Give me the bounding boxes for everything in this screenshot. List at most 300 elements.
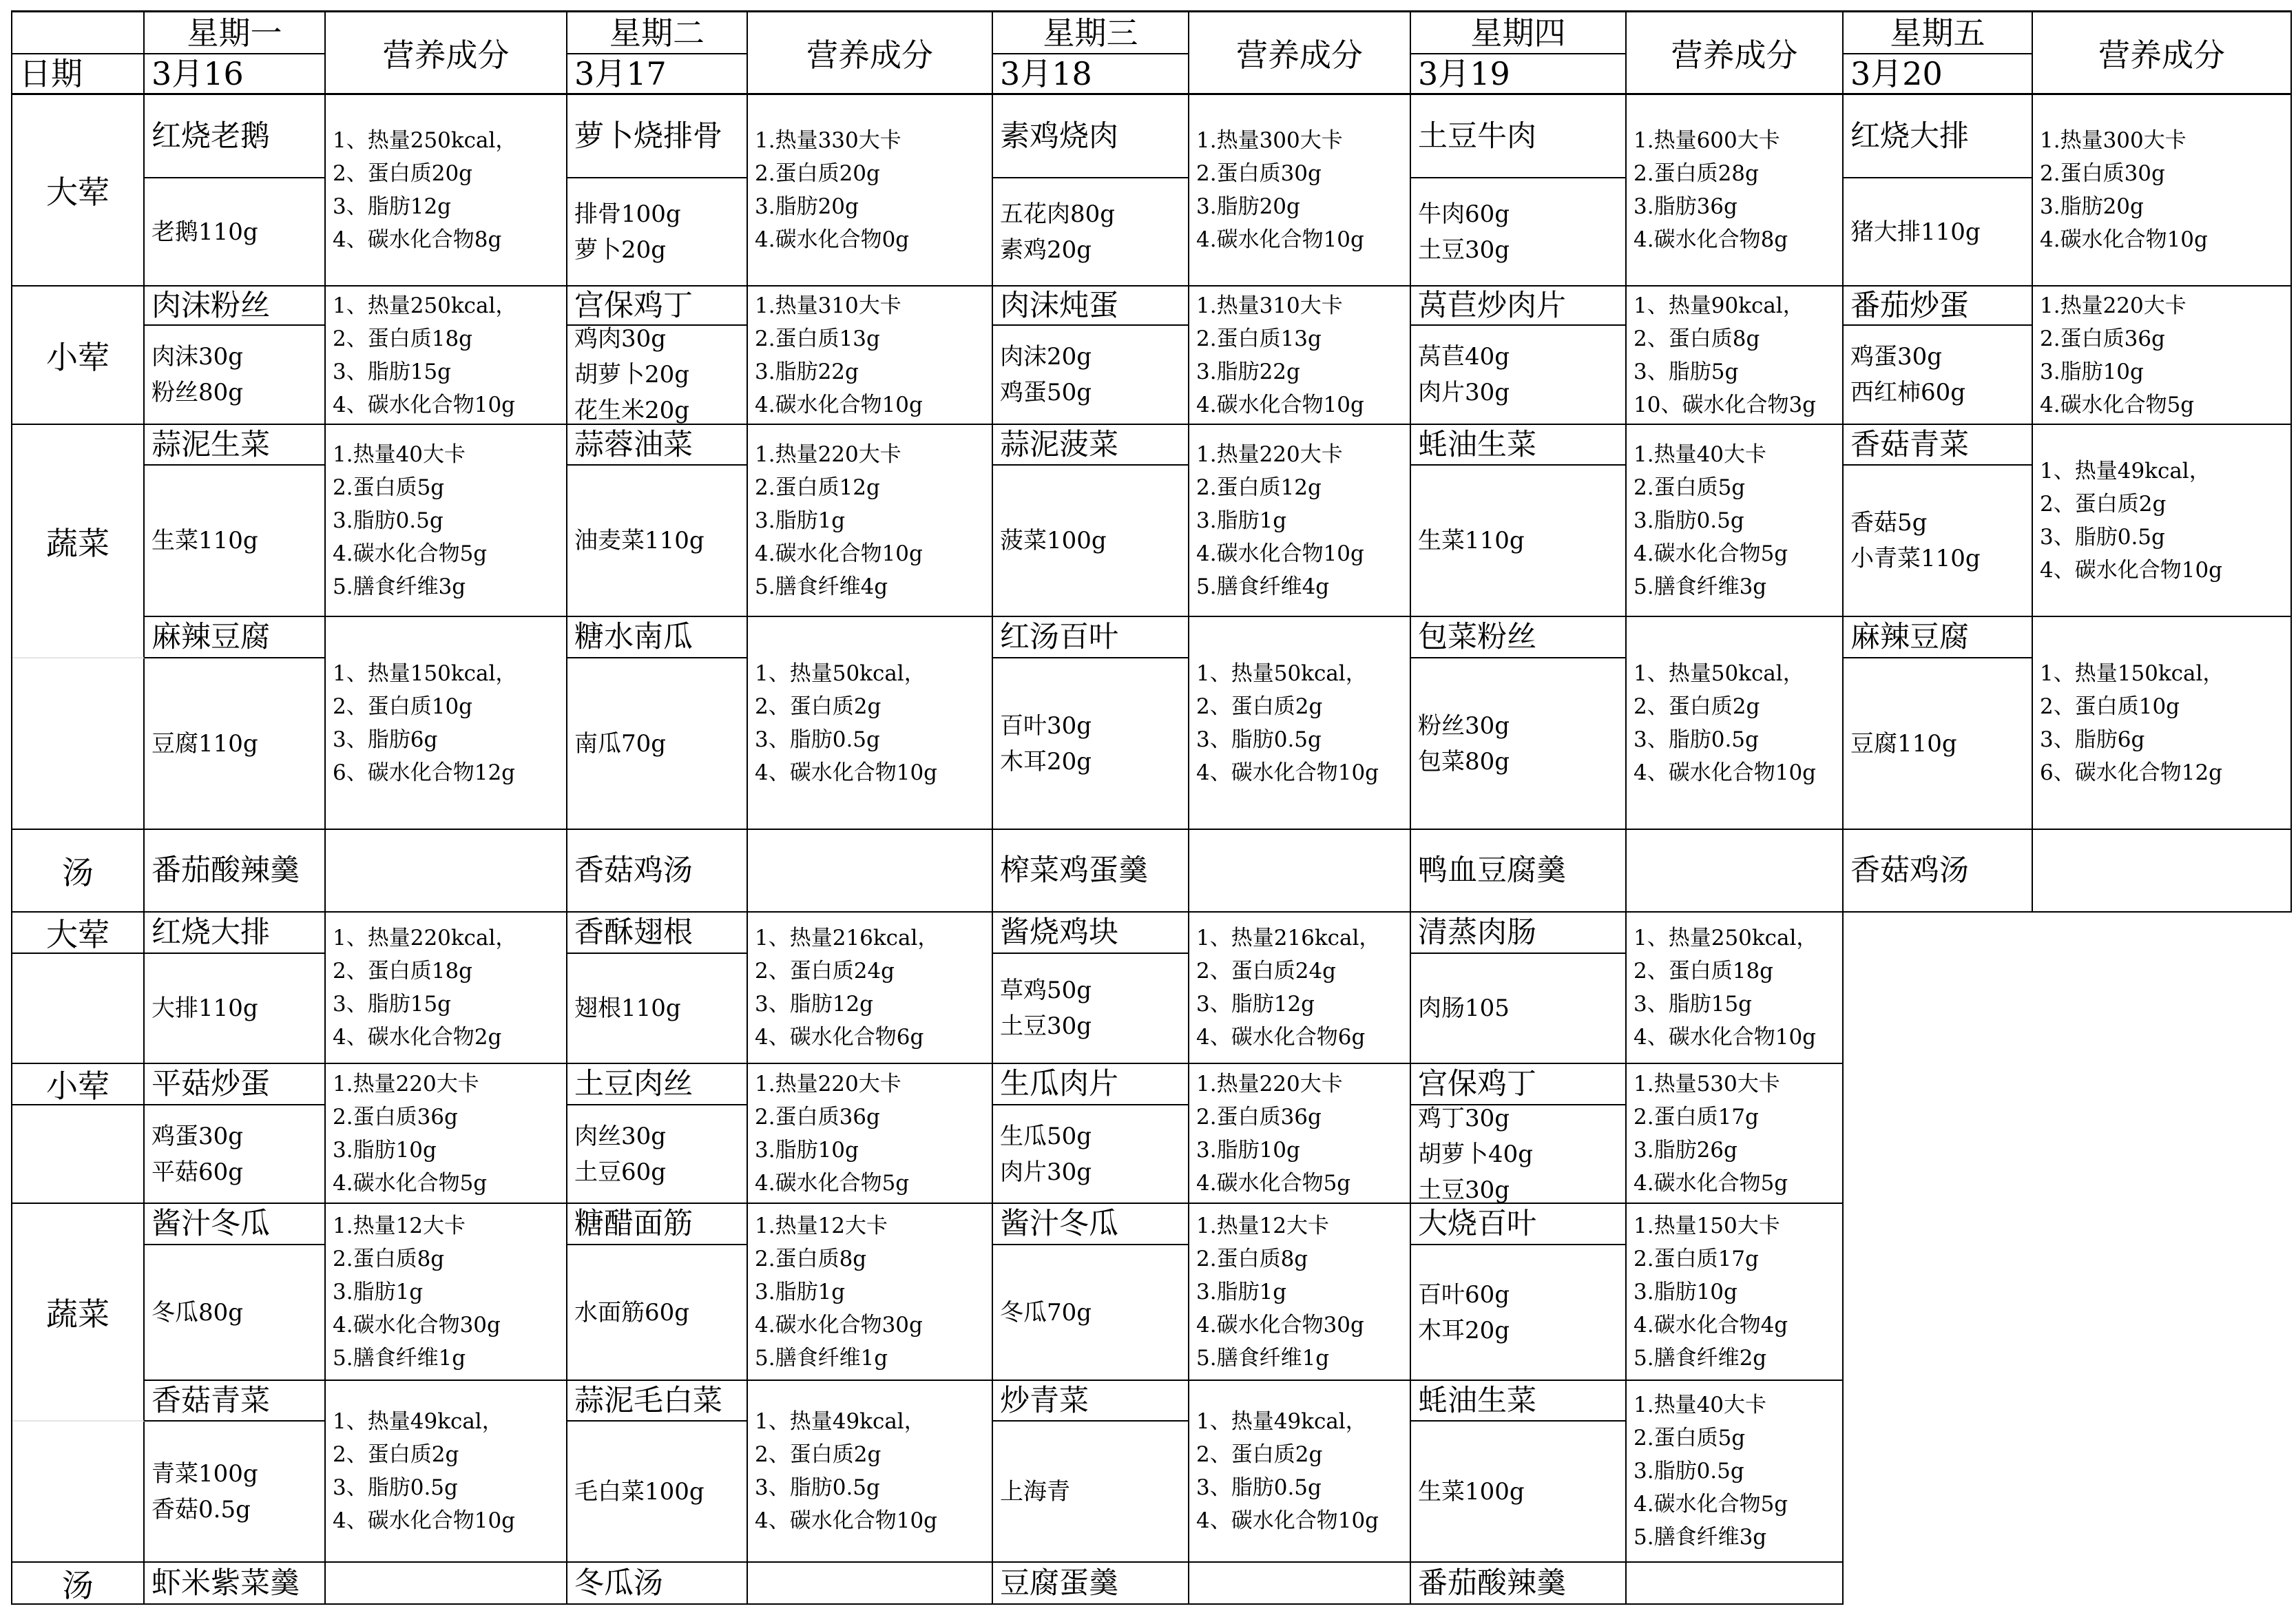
nutrition-line: 1.热量220大卡 (1196, 1071, 1343, 1096)
nutrition-line: 2.蛋白质8g (1196, 1246, 1308, 1271)
dish-name-cell (1411, 617, 1627, 658)
weekday-label: 星期五 (1890, 14, 1985, 52)
nutrition-line: 4.碳水化合物5g (1634, 1492, 1788, 1517)
weekday-label: 星期二 (609, 14, 705, 52)
nutrition-line: 2、蛋白质2g (333, 1442, 459, 1467)
dish-name: 大烧百叶 (1418, 1207, 1536, 1241)
ingredients-cell (1411, 954, 1627, 1064)
dish-name: 酱汁冬瓜 (152, 1207, 270, 1241)
ingredients-cell (1844, 466, 2033, 617)
ingredient-line: 猪大排110g (1850, 218, 1981, 246)
nutrition-line: 3.脂肪22g (755, 359, 859, 384)
ingredients-cell (567, 1422, 748, 1563)
nutrition-line: 4、碳水化合物10g (755, 760, 938, 785)
nutrition-line: 2、蛋白质10g (333, 694, 473, 719)
nutrition-line: 4、碳水化合物10g (1196, 760, 1379, 785)
weekday-cell (567, 12, 748, 54)
dish-name-cell (1411, 913, 1627, 954)
nutrition-line: 3.脂肪0.5g (1634, 508, 1744, 533)
nutrition-cell (2033, 425, 2292, 617)
category-cell (12, 1064, 145, 1105)
nutrition-line: 2、蛋白质24g (1196, 959, 1337, 984)
nutrition-line: 2.蛋白质5g (333, 475, 445, 500)
soup-name: 冬瓜汤 (574, 1565, 663, 1601)
soup-cell (993, 1563, 1189, 1605)
dish-name-cell (567, 1381, 748, 1422)
category-empty-cell (12, 954, 145, 1064)
dish-name: 糖醋面筋 (574, 1207, 693, 1241)
nutrition-line: 3.脂肪10g (1634, 1279, 1737, 1304)
nutrition-line: 1.热量40大卡 (333, 441, 466, 467)
nutrition-line: 6、碳水化合物12g (2040, 760, 2223, 785)
dish-name-cell (145, 1204, 326, 1245)
ingredient-line: 肉沫20g (1000, 343, 1092, 371)
dish-name-cell (567, 287, 748, 326)
ingredient-line: 鸡肉30g (574, 326, 667, 353)
ingredients-cell (145, 954, 326, 1064)
nutrition-header: 营养成分 (806, 36, 933, 74)
ingredient-line: 肉片30g (1418, 379, 1510, 406)
ingredient-line: 土豆30g (1418, 236, 1510, 264)
ingredient-line: 百叶30g (1000, 711, 1092, 740)
ingredients-cell (145, 1105, 326, 1204)
nutrition-header: 营养成分 (1671, 36, 1798, 74)
weekly-menu-table (11, 10, 2292, 1605)
ingredients-cell (145, 178, 326, 287)
ingredients-cell (993, 658, 1189, 830)
nutrition-line: 2、蛋白质2g (2040, 491, 2167, 517)
weekday-cell (145, 12, 326, 54)
date-label-cell (12, 54, 145, 95)
nutrition-cell (326, 95, 567, 287)
nutrition-line: 4、碳水化合物2g (333, 1025, 502, 1050)
weekday-cell (1844, 12, 2033, 54)
nutrition-cell (1627, 1381, 1844, 1563)
nutrition-header-cell (748, 12, 993, 95)
nutrition-cell (748, 913, 993, 1064)
nutrition-cell (1189, 1204, 1411, 1381)
nutrition-line: 2、蛋白质2g (1634, 694, 1760, 719)
nutrition-line: 4、碳水化合物8g (333, 227, 502, 252)
date-value: 3月19 (1418, 55, 1510, 92)
nutrition-line: 3.脂肪0.5g (333, 508, 443, 533)
nutrition-line: 2.蛋白质13g (755, 326, 880, 351)
ingredient-line: 鸡蛋30g (152, 1122, 244, 1150)
ingredients-cell (567, 466, 748, 617)
nutrition-header-cell (326, 12, 567, 95)
soup-nutrition-cell (748, 1563, 993, 1605)
nutrition-cell (326, 913, 567, 1064)
category-cell (12, 425, 145, 658)
nutrition-line: 4.碳水化合物30g (1196, 1312, 1364, 1338)
nutrition-line: 3、脂肪6g (2040, 727, 2145, 752)
ingredients-cell (993, 178, 1189, 287)
ingredient-line: 木耳20g (1000, 747, 1092, 776)
ingredient-line: 素鸡20g (1000, 236, 1092, 264)
dish-name: 红烧大排 (1850, 118, 1969, 154)
soup-name: 豆腐蛋羹 (1000, 1565, 1118, 1601)
dish-name-cell (1844, 287, 2033, 326)
ingredients-cell (1411, 1245, 1627, 1381)
category-label: 大荤 (46, 174, 109, 211)
nutrition-line: 2.蛋白质12g (755, 475, 880, 500)
dish-name-cell (1844, 617, 2033, 658)
nutrition-line: 3.脂肪26g (1634, 1137, 1737, 1163)
nutrition-line: 3、脂肪12g (333, 194, 452, 219)
date-cell (1411, 54, 1627, 95)
date-cell (1844, 54, 2033, 95)
ingredient-line: 肉沫30g (152, 343, 244, 371)
nutrition-line: 2.蛋白质12g (1196, 475, 1322, 500)
nutrition-line: 1、热量49kcal， (2040, 458, 2211, 483)
nutrition-line: 3、脂肪0.5g (1196, 727, 1322, 752)
nutrition-line: 3.脂肪1g (755, 508, 846, 533)
ingredients-cell (567, 954, 748, 1064)
nutrition-line: 4.碳水化合物5g (1634, 541, 1788, 566)
date-value: 3月16 (152, 55, 244, 92)
ingredient-line: 粉丝30g (1418, 711, 1510, 740)
category-cell (12, 1204, 145, 1422)
date-value: 3月20 (1850, 55, 1943, 92)
nutrition-cell (326, 1064, 567, 1204)
nutrition-line: 3.脂肪1g (1196, 1279, 1287, 1304)
nutrition-cell (326, 1381, 567, 1563)
nutrition-line: 2.蛋白质13g (1196, 326, 1322, 351)
nutrition-line: 1、热量49kcal， (333, 1409, 503, 1434)
nutrition-cell (1627, 425, 1844, 617)
nutrition-line: 2、蛋白质2g (755, 1442, 881, 1467)
dish-name: 清蒸肉肠 (1418, 915, 1536, 950)
nutrition-line: 4、碳水化合物6g (755, 1025, 924, 1050)
date-label: 日期 (19, 55, 83, 92)
nutrition-cell (1627, 287, 1844, 425)
weekday-cell (1411, 12, 1627, 54)
nutrition-line: 2.蛋白质30g (2040, 161, 2165, 186)
nutrition-line: 4、碳水化合物10g (333, 392, 516, 417)
nutrition-line: 1.热量150大卡 (1634, 1213, 1780, 1238)
nutrition-line: 2.蛋白质36g (333, 1104, 458, 1130)
nutrition-line: 4、碳水化合物10g (755, 1508, 938, 1533)
dish-name: 麻辣豆腐 (1850, 620, 1969, 654)
ingredients-cell (993, 1105, 1189, 1204)
ingredient-line: 胡萝卜40g (1418, 1140, 1534, 1168)
nutrition-line: 2、蛋白质20g (333, 161, 473, 186)
dish-name: 素鸡烧肉 (1000, 118, 1118, 154)
dish-name-cell (145, 287, 326, 326)
nutrition-line: 2.蛋白质36g (2040, 326, 2165, 351)
ingredient-line: 百叶60g (1418, 1280, 1510, 1309)
nutrition-line: 3、脂肪0.5g (755, 1475, 880, 1500)
nutrition-line: 1、热量90kcal， (1634, 293, 1804, 318)
dish-name: 糖水南瓜 (574, 620, 693, 654)
nutrition-line: 4.碳水化合物30g (333, 1312, 501, 1338)
category-cell (12, 913, 145, 954)
nutrition-line: 5.膳食纤维4g (1196, 574, 1330, 599)
ingredient-line: 莴苣40g (1418, 343, 1510, 371)
nutrition-line: 2、蛋白质18g (333, 326, 473, 351)
nutrition-line: 1.热量40大卡 (1634, 1393, 1767, 1417)
nutrition-line: 3.脂肪10g (2040, 359, 2144, 384)
nutrition-line: 1、热量150kcal， (333, 660, 517, 686)
nutrition-line: 1、热量50kcal， (1634, 660, 1804, 686)
soup-name: 榨菜鸡蛋羹 (1000, 853, 1148, 888)
nutrition-line: 1.热量220大卡 (333, 1071, 479, 1096)
dish-name: 红烧老鹅 (152, 118, 270, 154)
nutrition-line: 1.热量300大卡 (1196, 128, 1343, 153)
nutrition-cell (1189, 287, 1411, 425)
ingredient-line: 粉丝80g (152, 379, 244, 406)
nutrition-line: 5.膳食纤维3g (1634, 574, 1767, 599)
date-cell (145, 54, 326, 95)
nutrition-line: 2.蛋白质8g (755, 1246, 867, 1271)
ingredient-line: 冬瓜80g (152, 1298, 244, 1326)
nutrition-line: 4.碳水化合物10g (1196, 227, 1364, 252)
dish-name: 酱汁冬瓜 (1000, 1207, 1118, 1241)
dish-name: 蚝油生菜 (1418, 1383, 1536, 1418)
soup-nutrition-cell (1189, 830, 1411, 913)
dish-name: 香菇青菜 (152, 1383, 270, 1418)
nutrition-cell (1627, 1064, 1844, 1204)
dish-name: 香菇青菜 (1850, 427, 1969, 462)
nutrition-line: 3.脂肪20g (755, 194, 859, 219)
nutrition-line: 2、蛋白质10g (2040, 694, 2180, 719)
nutrition-line: 3、脂肪15g (333, 992, 452, 1017)
nutrition-line: 4.碳水化合物10g (1196, 541, 1364, 566)
nutrition-line: 1.热量220大卡 (2040, 293, 2187, 318)
ingredients-cell (1844, 658, 2033, 830)
nutrition-line: 2.蛋白质5g (1634, 1426, 1746, 1450)
nutrition-line: 1、热量50kcal， (1196, 660, 1367, 686)
nutrition-cell (748, 1204, 993, 1381)
ingredient-line: 肉片30g (1000, 1158, 1092, 1186)
dish-name-cell (1844, 95, 2033, 178)
nutrition-header: 营养成分 (382, 36, 510, 74)
nutrition-cell (326, 617, 567, 830)
dish-name: 土豆牛肉 (1418, 118, 1536, 154)
nutrition-line: 3、脂肪0.5g (333, 1475, 458, 1500)
soup-cell (1411, 830, 1627, 913)
nutrition-line: 1.热量12大卡 (1196, 1213, 1330, 1238)
ingredient-line: 牛肉60g (1418, 200, 1510, 228)
ingredient-line: 草鸡50g (1000, 977, 1092, 1004)
weekday-cell (993, 12, 1189, 54)
nutrition-line: 4、碳水化合物10g (1196, 1508, 1379, 1533)
nutrition-cell (1627, 1204, 1844, 1381)
ingredient-line: 木耳20g (1418, 1316, 1510, 1344)
dish-name-cell (145, 1381, 326, 1422)
ingredients-cell (1411, 466, 1627, 617)
dish-name: 蚝油生菜 (1418, 427, 1536, 462)
category-label: 汤 (62, 1566, 94, 1604)
dish-name-cell (145, 913, 326, 954)
ingredient-line: 生菜110g (1418, 527, 1525, 554)
dish-name: 宫保鸡丁 (1418, 1067, 1536, 1101)
dish-name: 生瓜肉片 (1000, 1067, 1118, 1101)
ingredients-cell (567, 326, 748, 425)
nutrition-cell (326, 1204, 567, 1381)
ingredient-line: 水面筋60g (574, 1298, 690, 1326)
nutrition-line: 3、脂肪5g (1634, 359, 1739, 384)
nutrition-line: 1.热量300大卡 (2040, 128, 2187, 153)
weekday-label: 星期四 (1470, 14, 1566, 52)
category-label: 蔬菜 (46, 524, 109, 562)
ingredients-cell (145, 658, 326, 830)
nutrition-line: 3.脂肪0.5g (1634, 1459, 1744, 1484)
nutrition-line: 2、蛋白质8g (1634, 326, 1760, 351)
dish-name: 平菇炒蛋 (152, 1067, 270, 1101)
dish-name-cell (1411, 425, 1627, 466)
nutrition-header: 营养成分 (2098, 36, 2225, 74)
nutrition-cell (748, 617, 993, 830)
ingredient-line: 南瓜70g (574, 729, 667, 758)
ingredient-line: 土豆30g (1418, 1176, 1510, 1204)
nutrition-line: 2、蛋白质18g (333, 959, 473, 984)
ingredient-line: 五花肉80g (1000, 200, 1116, 228)
ingredient-line: 大排110g (152, 995, 258, 1022)
nutrition-line: 5.膳食纤维1g (333, 1345, 466, 1371)
nutrition-line: 1.热量12大卡 (755, 1213, 888, 1238)
nutrition-header: 营养成分 (1236, 36, 1363, 74)
category-label: 汤 (62, 854, 94, 891)
ingredient-line: 萝卜20g (574, 236, 667, 264)
nutrition-line: 2.蛋白质17g (1634, 1104, 1759, 1130)
nutrition-line: 3、脂肪15g (1634, 992, 1753, 1017)
dish-name-cell (1411, 95, 1627, 178)
weekday-label: 星期三 (1043, 14, 1138, 52)
header-corner (12, 12, 145, 54)
dish-name-cell (145, 425, 326, 466)
nutrition-line: 1、热量250kcal， (1634, 926, 1818, 950)
dish-name: 蒜泥毛白菜 (574, 1383, 722, 1418)
nutrition-line: 4.碳水化合物10g (755, 541, 923, 566)
nutrition-line: 4.碳水化合物8g (1634, 227, 1788, 252)
ingredient-line: 肉丝30g (574, 1122, 667, 1150)
nutrition-line: 2、蛋白质2g (755, 694, 881, 719)
dish-name-cell (993, 287, 1189, 326)
soup-cell (145, 1563, 326, 1605)
soup-name: 虾米紫菜羹 (152, 1565, 300, 1601)
nutrition-line: 2.蛋白质30g (1196, 161, 1322, 186)
dish-name: 蒜蓉油菜 (574, 427, 693, 462)
dish-name-cell (567, 95, 748, 178)
dish-name-cell (145, 95, 326, 178)
category-label: 小荤 (46, 1068, 109, 1105)
nutrition-cell (748, 287, 993, 425)
soup-name: 香菇鸡汤 (574, 853, 693, 888)
ingredient-line: 菠菜100g (1000, 527, 1107, 554)
ingredient-line: 豆腐110g (1850, 729, 1957, 758)
nutrition-line: 1.热量310大卡 (755, 293, 901, 318)
ingredient-line: 青菜100g (152, 1459, 258, 1488)
dish-name-cell (1411, 287, 1627, 326)
nutrition-cell (2033, 95, 2292, 287)
nutrition-line: 2.蛋白质36g (755, 1104, 880, 1130)
dish-name-cell (567, 425, 748, 466)
ingredients-cell (993, 954, 1189, 1064)
nutrition-line: 3、脂肪0.5g (1634, 727, 1759, 752)
dish-name: 包菜粉丝 (1418, 620, 1536, 654)
nutrition-line: 5.膳食纤维2g (1634, 1345, 1767, 1371)
dish-name-cell (1844, 425, 2033, 466)
dish-name: 宫保鸡丁 (574, 288, 693, 323)
ingredients-cell (145, 326, 326, 425)
category-label: 大荤 (46, 916, 109, 953)
dish-name-cell (993, 1381, 1189, 1422)
nutrition-line: 3.脂肪20g (1196, 194, 1300, 219)
ingredient-line: 生菜100g (1418, 1477, 1525, 1506)
nutrition-line: 3.脂肪36g (1634, 194, 1737, 219)
nutrition-cell (748, 1381, 993, 1563)
nutrition-line: 2.蛋白质36g (1196, 1104, 1322, 1130)
ingredient-line: 包菜80g (1418, 747, 1510, 776)
nutrition-line: 4.碳水化合物5g (755, 1170, 910, 1196)
ingredient-line: 鸡丁30g (1418, 1105, 1510, 1132)
nutrition-line: 4.碳水化合物5g (2040, 392, 2195, 417)
ingredient-line: 毛白菜100g (574, 1477, 705, 1506)
nutrition-line: 1.热量220大卡 (755, 1071, 901, 1096)
ingredients-cell (145, 1422, 326, 1563)
ingredient-line: 排骨100g (574, 200, 681, 228)
dish-name-cell (1411, 1204, 1627, 1245)
dish-name-cell (993, 95, 1189, 178)
nutrition-cell (748, 95, 993, 287)
dish-name-cell (1411, 1381, 1627, 1422)
category-empty-cell (12, 658, 145, 830)
nutrition-header-cell (1627, 12, 1844, 95)
ingredient-line: 西红柿60g (1850, 379, 1966, 406)
nutrition-line: 4、碳水化合物6g (1196, 1025, 1366, 1050)
nutrition-cell (1189, 617, 1411, 830)
soup-cell (1844, 830, 2033, 913)
soup-cell (567, 830, 748, 913)
ingredients-cell (993, 326, 1189, 425)
nutrition-line: 1、热量216kcal， (1196, 926, 1381, 950)
ingredient-line: 鸡蛋50g (1000, 379, 1092, 406)
nutrition-line: 4、碳水化合物10g (333, 1508, 516, 1533)
ingredient-line: 土豆30g (1000, 1012, 1092, 1040)
nutrition-line: 3.脂肪1g (1196, 508, 1287, 533)
ingredients-cell (1411, 326, 1627, 425)
nutrition-line: 4.碳水化合物10g (755, 392, 923, 417)
dish-name-cell (993, 425, 1189, 466)
ingredients-cell (1411, 1105, 1627, 1204)
dish-name-cell (567, 913, 748, 954)
nutrition-line: 1、热量250kcal， (333, 128, 517, 153)
nutrition-header-cell (2033, 12, 2292, 95)
nutrition-line: 5.膳食纤维1g (1196, 1345, 1330, 1371)
nutrition-line: 3.脂肪22g (1196, 359, 1300, 384)
nutrition-cell (748, 425, 993, 617)
date-cell (567, 54, 748, 95)
ingredients-cell (145, 1245, 326, 1381)
ingredients-cell (1844, 326, 2033, 425)
ingredient-line: 土豆60g (574, 1158, 667, 1186)
nutrition-cell (1189, 1381, 1411, 1563)
soup-nutrition-cell (326, 830, 567, 913)
ingredients-cell (1411, 1422, 1627, 1563)
dish-name: 莴苣炒肉片 (1418, 288, 1566, 323)
soup-name: 番茄酸辣羹 (1418, 1565, 1566, 1601)
dish-name-cell (993, 617, 1189, 658)
soup-cell (567, 1563, 748, 1605)
nutrition-line: 2.蛋白质17g (1634, 1246, 1759, 1271)
nutrition-line: 4、碳水化合物10g (1634, 760, 1817, 785)
nutrition-line: 1、热量49kcal， (1196, 1409, 1367, 1434)
nutrition-line: 1、热量50kcal， (755, 660, 926, 686)
dish-name-cell (1411, 1064, 1627, 1105)
ingredient-line: 老鹅110g (152, 218, 258, 246)
dish-name: 香酥翅根 (574, 915, 693, 950)
